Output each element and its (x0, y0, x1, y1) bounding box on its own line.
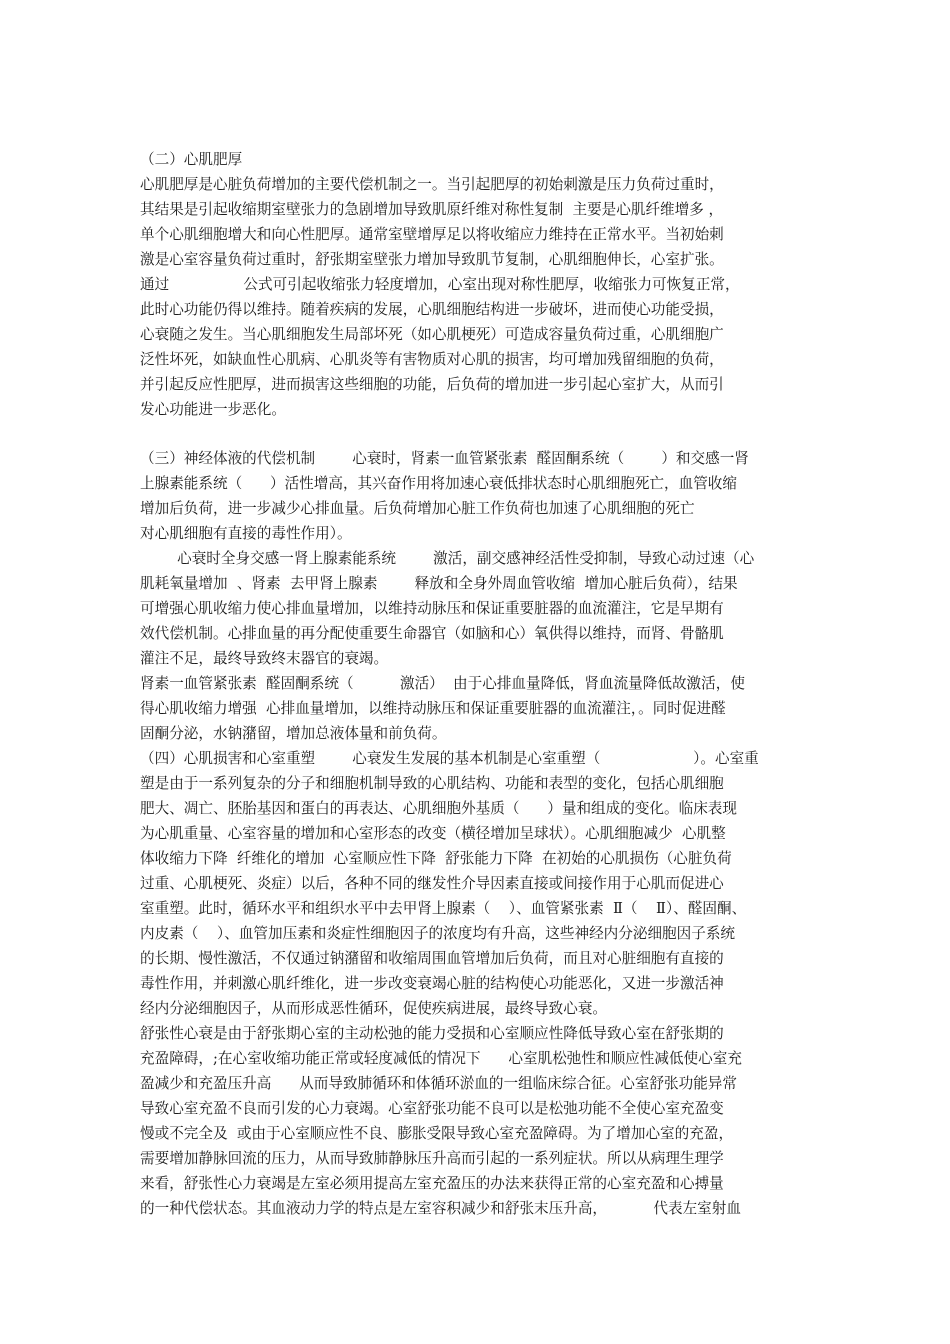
text-line: 可增强心肌收缩力使心排血量增加，以维持动脉压和保证重要脏器的血流灌注，它是早期有 (140, 600, 724, 617)
text-line: 得心肌收缩力增强 心排血量增加，以维持动脉压和保证重要脏器的血流灌注，。同时促进醛 (140, 700, 726, 717)
text-line: 心肌肥厚是心脏负荷增加的主要代偿机制之一。当引起肥厚的初始刺激是压力负荷过重时， (140, 176, 724, 193)
text-line: 的一种代偿状态。其血液动力学的特点是左室容积减少和舒张末压升高， 代表左室射血 (140, 1200, 741, 1217)
text-line: 来看，舒张性心力衰竭是左室必须用提高左室充盈压的办法来获得正常的心室充盈和心搏量 (140, 1175, 724, 1192)
text-line: 泛性坏死，如缺血性心肌病、心肌炎等有害物质对心肌的损害，均可增加残留细胞的负荷， (140, 351, 724, 368)
text-line: 其结果是引起收缩期室壁张力的急剧增加导致肌原纤维对称性复制 主要是心肌纤维增多 ， (140, 201, 724, 218)
text-line: 为心肌重量、心室容量的增加和心室形态的改变（横径增加呈球状）。心肌细胞减少 心肌整 (140, 825, 726, 842)
text-line: 充盈障碍，;在心室收缩功能正常或轻度减低的情况下 心室肌松弛性和顺应性减低使心室充 (140, 1050, 742, 1067)
section-neurohumoral-mechanisms (140, 446, 815, 1221)
section-heading: （二）心肌肥厚 (140, 151, 243, 168)
text-line: 慢或不完全及 或由于心室顺应性不良、膨胀受限导致心室充盈障碍。为了增加心室的充盈， (140, 1125, 734, 1142)
text-line: 发心功能进一步恶化。 (140, 401, 286, 418)
section-heading-line: （三）神经体液的代偿机制 心衰时，肾素一血管紧张素 醛固酮系统（ ）和交感一肾 (140, 450, 749, 467)
text-line: 需要增加静脉回流的压力，从而导致肺静脉压升高而引起的一系列症状。所以从病理生理学 (140, 1150, 724, 1167)
text-line: 室重塑。此时，循环水平和组织水平中去甲肾上腺素（ ）、血管紧张素 Ⅱ（ Ⅱ）、醛固酮、 (140, 900, 747, 917)
text-line: 导致心室充盈不良而引发的心力衰竭。心室舒张功能不良可以是松弛功能不全使心室充盈变 (140, 1100, 724, 1117)
section-heading-line: （四）心肌损害和心室重塑 心衰发生发展的基本机制是心室重塑（ ）。心室重 (140, 750, 759, 767)
text-line: 内皮素（ ）、血管加压素和炎症性细胞因子的浓度均有升高，这些神经内分泌细胞因子系统 (140, 925, 736, 942)
text-line: 舒张性心衰是由于舒张期心室的主动松弛的能力受损和心室顺应性降低导致心室在舒张期的 (140, 1025, 724, 1042)
paragraph-gap (140, 422, 815, 446)
text-line: 盈减少和充盈压升高 从而导致肺循环和体循环淤血的一组临床综合征。心室舒张功能异常 (140, 1075, 737, 1092)
text-line: 固酮分泌，水钠潴留，增加总液体量和前负荷。 (140, 725, 447, 742)
text-line: 的长期、慢性激活，不仅通过钠潴留和收缩周围血管增加后负荷，而且对心脏细胞有直接的 (140, 950, 724, 967)
text-line: 单个心肌细胞增大和向心性肥厚。通常室壁增厚足以将收缩应力维持在正常水平。当初始刺 (140, 226, 724, 243)
text-line: 上腺素能系统（ ）活性增高，其兴奋作用将加速心衰低排状态时心肌细胞死亡，血管收缩 (140, 475, 737, 492)
text-line: 过重、心肌梗死、炎症）以后，各种不同的继发性介导因素直接或间接作用于心肌而促进心 (140, 875, 724, 892)
text-line: 并引起反应性肥厚，进而损害这些细胞的功能，后负荷的增加进一步引起心室扩大，从而引 (140, 376, 724, 393)
text-line: 激是心室容量负荷过重时，舒张期室壁张力增加导致肌节复制，心肌细胞伸长，心室扩张。 (140, 251, 724, 268)
text-line: 肌耗氧量增加 、肾素 去甲肾上腺素 释放和全身外周血管收缩 增加心脏后负荷），结果 (140, 575, 738, 592)
section-myocardial-hypertrophy (140, 147, 815, 422)
text-line: 体收缩力下降 纤维化的增加 心室顺应性下降 舒张能力下降 在初始的心肌损伤（心脏负荷 (140, 850, 732, 867)
document-body (140, 147, 815, 1221)
text-line: 灌注不足，最终导致终末器官的衰竭。 (140, 650, 389, 667)
text-line: 心衰时全身交感一肾上腺素能系统 激活，副交感神经活性受抑制，导致心动过速（心 (140, 550, 755, 567)
text-line: 此时心功能仍得以维持。随着疾病的发展，心肌细胞结构进一步破坏，进而使心功能受损， (140, 301, 724, 318)
text-line: 效代偿机制。心排血量的再分配使重要生命器官（如脑和心）氧供得以维持，而肾、骨骼肌 (140, 625, 724, 642)
text-line: 肥大、凋亡、胚胎基因和蛋白的再表达、心肌细胞外基质（ ）量和组成的变化。临床表现 (140, 800, 737, 817)
text-line: 塑是由于一系列复杂的分子和细胞机制导致的心肌结构、功能和表型的变化，包括心肌细胞 (140, 775, 724, 792)
text-line: 毒性作用，并刺激心肌纤维化，进一步改变衰竭心脏的结构使心功能恶化，又进一步激活神 (140, 975, 724, 992)
text-line: 对心肌细胞有直接的毒性作用）。 (140, 525, 352, 542)
text-line: 增加后负荷，进一步减少心排血量。后负荷增加心脏工作负荷也加速了心肌细胞的死亡 (140, 500, 695, 517)
text-line: 肾素一血管紧张素 醛固酮系统（ 激活） 由于心排血量降低，肾血流量降低故激活，使 (140, 675, 745, 692)
text-line: 心衰随之发生。当心肌细胞发生局部坏死（如心肌梗死）可造成容量负荷过重，心肌细胞广 (140, 326, 724, 343)
text-line: 通过 公式可引起收缩张力轻度增加，心室出现对称性肥厚，收缩张力可恢复正常， (140, 276, 740, 293)
text-line: 经内分泌细胞因子，从而形成恶性循环，促使疾病进展，最终导致心衰。 (140, 1000, 608, 1017)
